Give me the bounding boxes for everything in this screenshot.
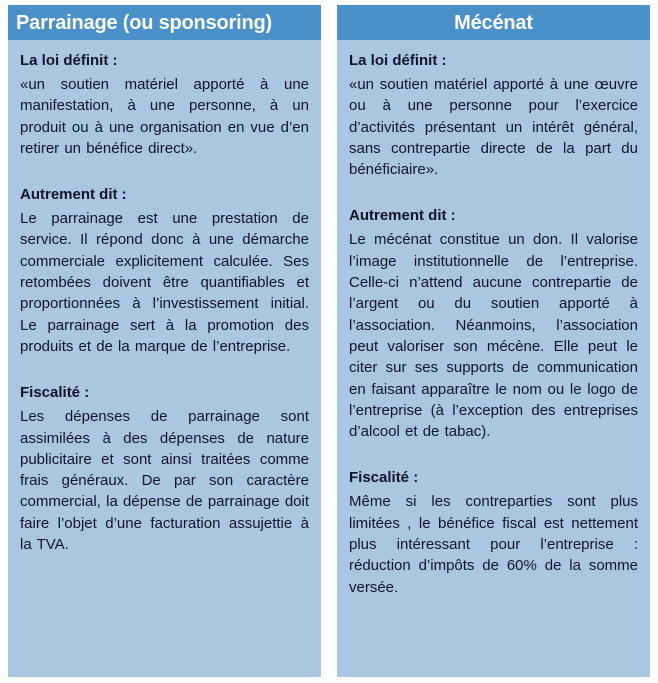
section-heading: Fiscalité : xyxy=(20,384,90,402)
mecenat-section-fiscalite xyxy=(349,469,638,597)
section-heading: La loi définit : xyxy=(20,52,118,69)
mecenat-header-title: Mécénat xyxy=(337,5,650,40)
parrainage-panel xyxy=(8,5,321,677)
parrainage-section-loi xyxy=(20,52,309,159)
section-text: «un soutien matériel apporté à une œuvre ou à une personne pour l’exercice d’activités présentant un intérêt général, sans contrepartie directe de la part du bénéficiaire». xyxy=(349,76,638,179)
section-text: Le parrainage est une prestation de service. Il répond donc à une démarche commerciale explicitement calculée. Ses retombées doivent être quantifiables et proportionnées à l’investissement initial. Le parrainage sert à la promotion des produits et de la marque de l’entreprise. xyxy=(20,210,309,355)
mecenat-panel xyxy=(337,5,650,677)
mecenat-section-autrement-dit xyxy=(349,207,638,442)
mecenat-section-loi xyxy=(349,52,638,180)
section-heading: Autrement dit : xyxy=(20,186,127,204)
parrainage-section-fiscalite xyxy=(20,384,309,555)
section-heading: La loi définit : xyxy=(349,52,447,69)
section-text: Le mécénat constitue un don. Il valorise l’image institutionnelle de l’entreprise. Celle-ci n’attend aucune contrepartie de l’argent ou du soutien apporté à l’association. Néanmoins, l’association peut valoriser son mécène. Elle peut le citer sur ses supports de communication en faisant apparaître le nom ou le logo de l’entreprise (à l’exception des entreprises d’alcool et de tabac). xyxy=(349,231,638,441)
parrainage-body xyxy=(8,40,321,565)
parrainage-header-title: Parrainage (ou sponsoring) xyxy=(8,5,321,40)
section-text: «un soutien matériel apporté à une manifestation, à une personne, à un produit ou à une organisation en vue d’en retirer un bénéfice direct». xyxy=(20,76,309,157)
section-text: Les dépenses de parrainage sont assimilées à des dépenses de nature publicitaire et sont ainsi traitées comme frais généraux. De par son caractère commercial, la dépense de parrainage doit faire l’objet d’une facturation assujettie à la TVA. xyxy=(20,408,309,554)
section-text: Même si les contreparties sont plus limitées , le bénéfice fiscal est nettement plus intéressant pour l’entreprise : réduction d’impôts de 60% de la somme versée. xyxy=(349,493,638,596)
section-heading: Fiscalité : xyxy=(349,469,419,487)
mecenat-body xyxy=(337,40,650,608)
section-heading: Autrement dit : xyxy=(349,207,456,225)
parrainage-section-autrement-dit xyxy=(20,186,309,357)
